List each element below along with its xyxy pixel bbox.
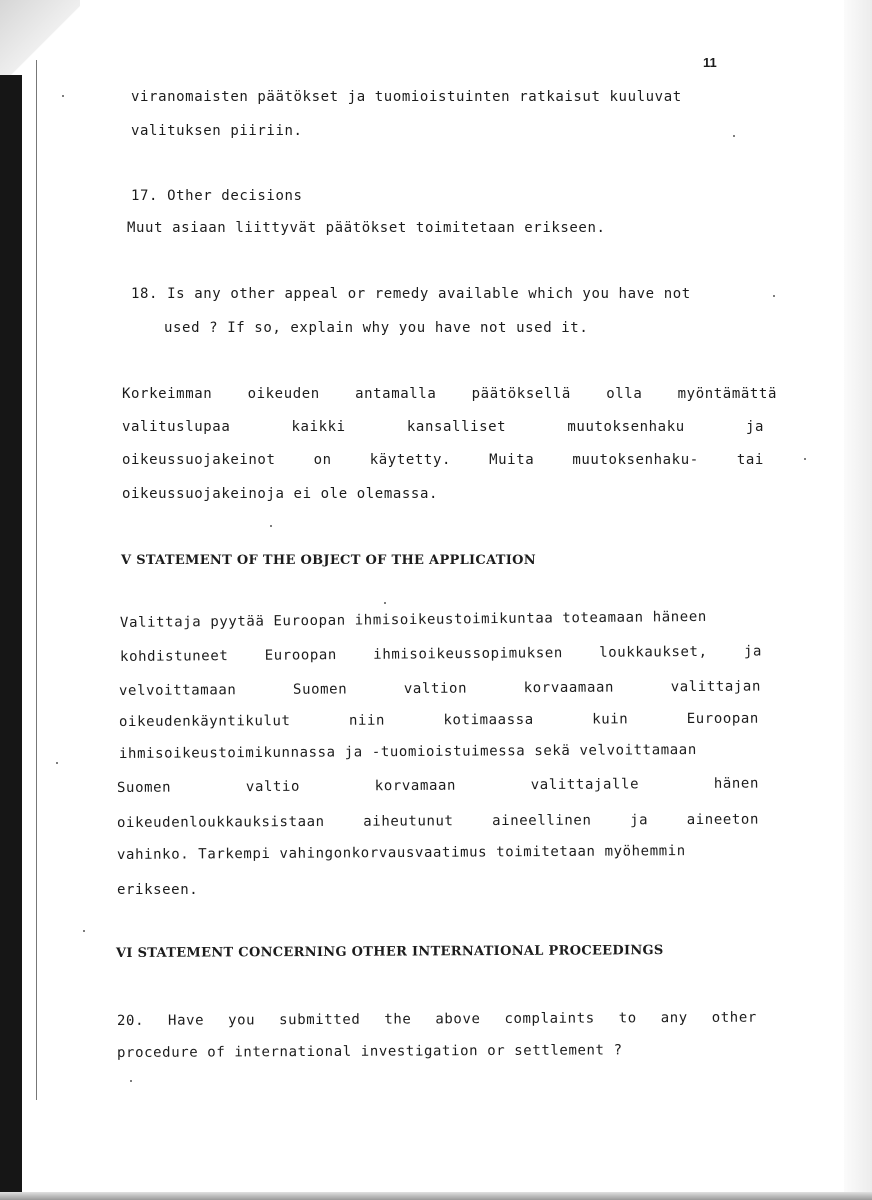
word: hänen (713, 775, 760, 792)
scan-speck (804, 458, 806, 460)
page-number: 11 (703, 55, 717, 70)
word: niin (348, 712, 386, 729)
word: oikeussuojakeinot (122, 452, 276, 468)
justified-line (119, 679, 761, 699)
scan-bottom-edge (0, 1192, 872, 1200)
justified-line (122, 386, 777, 402)
justified-line (119, 711, 759, 730)
section-heading-vi: VI STATEMENT CONCERNING OTHER INTERNATIONAL PROCEEDINGS (115, 943, 664, 961)
word: kansalliset (406, 419, 507, 435)
word: any (660, 1010, 688, 1027)
scan-speck (56, 762, 58, 764)
word: Suomen (116, 779, 172, 796)
word: oikeudenkäyntikulut (118, 713, 291, 730)
justified-line (122, 452, 764, 468)
word: olla (606, 386, 643, 402)
scan-speck (130, 1080, 132, 1082)
word: muutoksenhaku- (572, 452, 699, 468)
word: ja (630, 812, 649, 829)
text-line: ihmisoikeustoimikunnassa ja -tuomioistuimessa sekä velvoittamaan (118, 741, 697, 762)
question-17-answer: Muut asiaan liittyvät päätökset toimitetaan erikseen. (127, 220, 606, 236)
justified-line (117, 1010, 757, 1029)
scan-right-edge (844, 0, 872, 1200)
word: Korkeimman (122, 386, 213, 402)
word: 20. (116, 1012, 145, 1029)
word: velvoittamaan (118, 682, 237, 699)
scan-speck (270, 525, 272, 527)
word: kohdistuneet (119, 648, 229, 665)
question-17-title: 17. Other decisions (131, 188, 303, 204)
question-18-line: used ? If so, explain why you have not used it. (164, 320, 589, 336)
word: valittajalle (530, 776, 640, 794)
question-18-line: 18. Is any other appeal or remedy available which you have not (131, 286, 691, 302)
word: valittajan (670, 678, 762, 696)
scan-left-edge (0, 0, 22, 1200)
scan-speck (733, 135, 735, 137)
word: korvamaan (374, 777, 457, 795)
word: Suomen (292, 681, 348, 698)
word: kuin (592, 711, 629, 728)
word: valtio (245, 778, 301, 796)
text-line: viranomaisten päätökset ja tuomioistuinten ratkaisut kuuluvat (131, 89, 682, 105)
text-line: oikeussuojakeinoja ei ole olemassa. (122, 486, 439, 502)
scan-speck (773, 295, 775, 297)
word: myöntämättä (677, 386, 777, 402)
binding-line (36, 60, 37, 1100)
word: Euroopan (264, 647, 337, 664)
text-line: Valittaja pyytää Euroopan ihmisoikeustoimikuntaa toteamaan häneen (119, 608, 707, 631)
word: oikeuden (247, 386, 320, 402)
word: submitted (279, 1011, 361, 1029)
word: other (711, 1009, 757, 1026)
word: valituslupaa (122, 419, 231, 435)
word: valtion (403, 680, 468, 698)
folded-corner (0, 0, 80, 75)
word: complaints (504, 1010, 595, 1027)
text-line: vahinko. Tarkempi vahingonkorvausvaatimus toimitetaan myöhemmin (116, 843, 686, 863)
justified-line (117, 776, 759, 796)
word: korvaamaan (523, 679, 615, 697)
text-line: valituksen piiriin. (131, 123, 303, 139)
word: ihmisoikeussopimuksen (373, 645, 563, 663)
word: above (435, 1011, 481, 1028)
word: aineeton (686, 811, 760, 829)
word: the (384, 1011, 412, 1028)
word: loukkaukset, (599, 643, 708, 661)
word: Have (167, 1012, 205, 1029)
word: to (618, 1010, 637, 1027)
scan-speck (384, 602, 386, 604)
word: ja (745, 419, 764, 435)
word: muutoksenhaku (567, 419, 685, 435)
word: oikeudenloukkauksistaan (116, 813, 325, 831)
word: Euroopan (686, 710, 759, 728)
scan-speck (83, 930, 85, 932)
word: kaikki (291, 419, 346, 435)
word: päätöksellä (471, 386, 571, 402)
scan-speck (62, 95, 64, 97)
word: kotimaassa (443, 711, 534, 729)
justified-line (117, 812, 759, 831)
word: you (228, 1012, 256, 1029)
word: käytetty. (369, 452, 452, 468)
justified-line (120, 643, 762, 665)
word: aiheutunut (363, 813, 454, 830)
section-heading-v: V STATEMENT OF THE OBJECT OF THE APPLICATION (121, 553, 536, 568)
word: aineellinen (492, 812, 592, 830)
word: tai (736, 452, 764, 468)
text-line: procedure of international investigation or settlement ? (116, 1042, 623, 1061)
text-line: erikseen. (117, 882, 199, 898)
word: ja (743, 643, 763, 660)
word: Muita (489, 452, 535, 468)
word: on (313, 452, 332, 468)
word: antamalla (355, 386, 437, 402)
justified-line (122, 419, 764, 435)
